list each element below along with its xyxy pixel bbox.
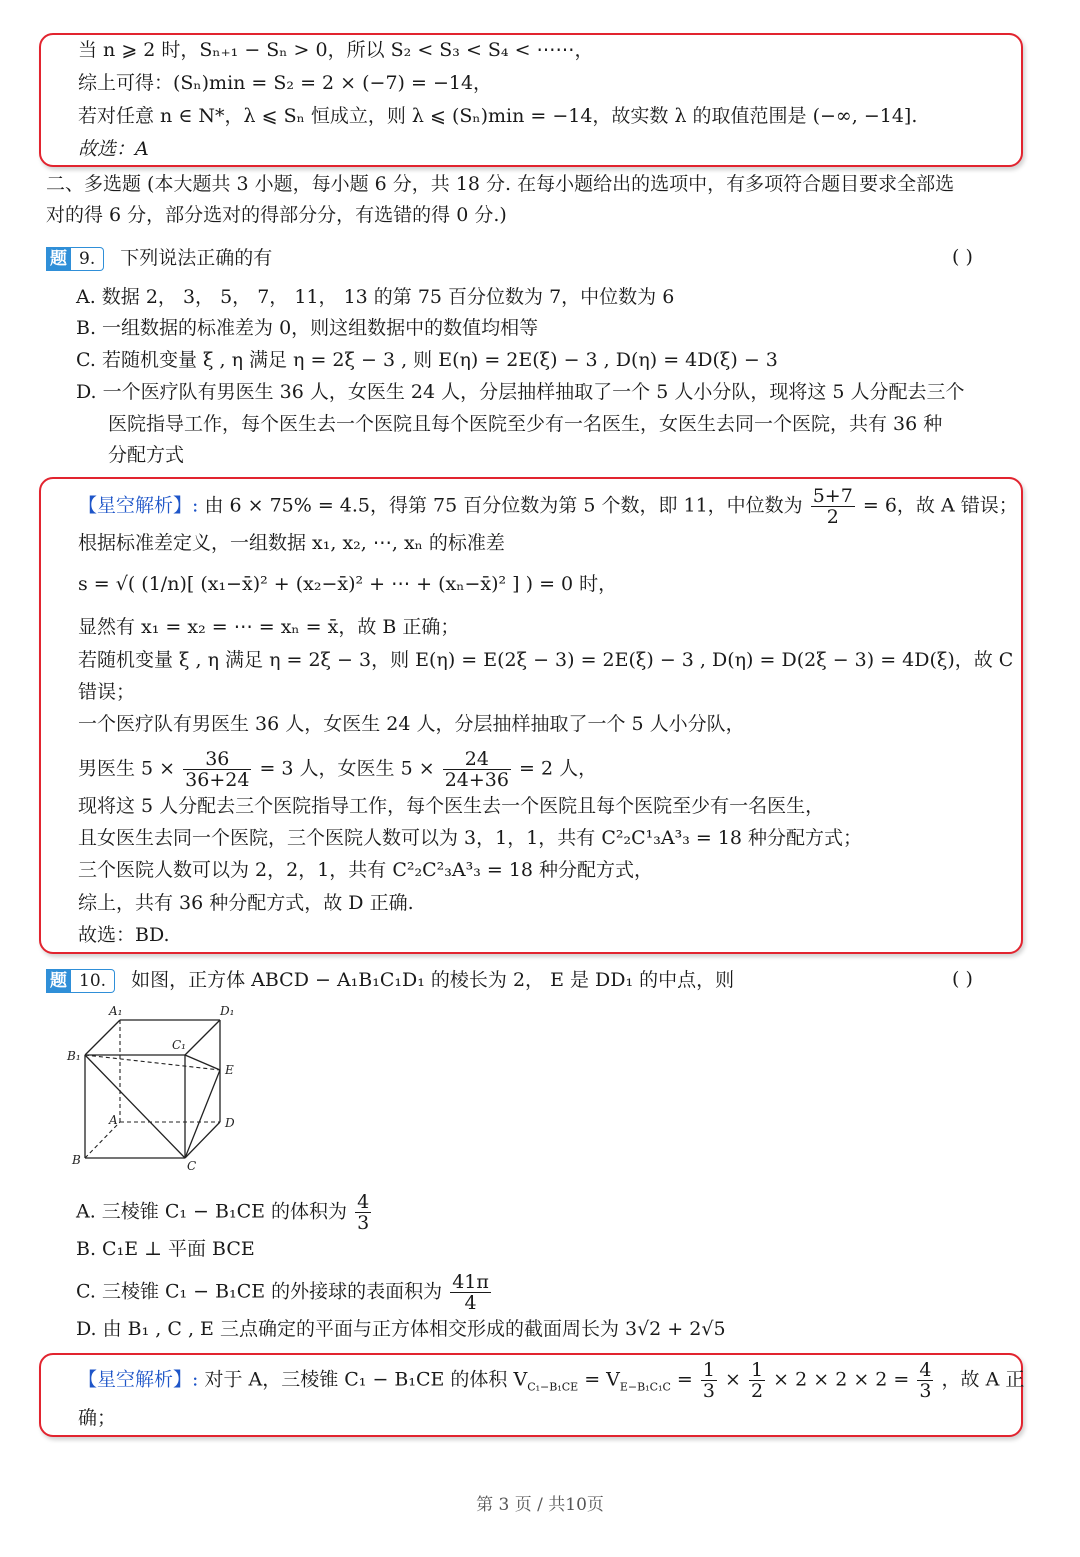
sol9-line-6: 错误； <box>78 681 136 703</box>
solution-label: 【星空解析】: <box>78 494 199 517</box>
q9-option-b: B. 一组数据的标准差为 0，则这组数据中的数值均相等 <box>76 317 539 339</box>
cube-figure <box>65 1000 255 1180</box>
question-10-stem: 如图，正方体 ABCD − A₁B₁C₁D₁ 的棱长为 2， E 是 DD₁ 的中点，则 <box>131 969 735 991</box>
sol10-line-2: 确； <box>78 1407 117 1429</box>
sol9-line-1 <box>78 486 1018 527</box>
q9-option-d-line3: 分配方式 <box>108 444 185 466</box>
q10-option-a-text: A. 三棱锥 C₁ − B₁CE 的体积为 <box>76 1200 348 1223</box>
question-number: 9. <box>71 247 104 271</box>
fraction: $\frac{24}{24+36}$ <box>444 748 509 791</box>
label-C1: C₁ <box>172 1038 186 1052</box>
fraction: $\frac{1}{3}$ <box>702 1359 715 1402</box>
sol9-line-13: 故选：BD. <box>78 924 170 946</box>
sol10-text: × <box>725 1368 741 1391</box>
sol10-text: ，故 A 正 <box>941 1368 1025 1391</box>
label-C: C <box>187 1159 197 1173</box>
sol9-line-8 <box>78 749 597 790</box>
fraction: $\frac{41\pi}{4}$ <box>452 1271 489 1314</box>
q9-option-d-line1: D. 一个医疗队有男医生 36 人，女医生 24 人，分层抽样抽取了一个 5 人小分队，现将这 5 人分配去三个 <box>76 381 965 403</box>
sol9-text: 男医生 5 × <box>78 757 176 780</box>
fraction: $\frac{5+7}{2}$ <box>812 485 853 528</box>
fraction: $\frac{4}{3}$ <box>919 1359 932 1402</box>
section-heading-line-2: 对的得 6 分，部分选对的得部分分，有选错的得 0 分.) <box>46 204 507 226</box>
sol9-line-3: s = √( (1/n)[ (x₁−x̄)² + (x₂−x̄)² + ⋯ + (xₙ−x̄)² ] ) = 0 时， <box>78 573 618 595</box>
q10-option-a <box>76 1192 373 1233</box>
label-A1: A₁ <box>109 1004 123 1018</box>
question-10-header <box>46 966 734 994</box>
q9-option-c: C. 若随机变量 ξ , η 满足 η = 2ξ − 3 , 则 E(η) = 2E(ξ) − 3 , D(η) = 4D(ξ) − 3 <box>76 349 778 371</box>
answer-paren: ( ) <box>952 246 973 268</box>
fraction: $\frac{36}{36+24}$ <box>185 748 250 791</box>
sol10-text: = <box>670 1368 693 1391</box>
page-footer: 第 3 页 / 共10页 <box>476 1495 604 1515</box>
question-9-stem: 下列说法正确的有 <box>120 247 273 269</box>
label-B: B <box>72 1153 81 1167</box>
sol9-line-2: 根据标准差定义，一组数据 x₁, x₂, ⋯, xₙ 的标准差 <box>78 532 505 554</box>
sol9-line-10: 且女医生去同一个医院，三个医院人数可以为 3，1，1，共有 C²₂C¹₃A³₃ = 18 种分配方式； <box>78 827 863 849</box>
label-A: A <box>109 1113 118 1127</box>
solution-label: 【星空解析】: <box>78 1368 199 1391</box>
label-D: D <box>225 1116 235 1130</box>
box1-line-2: 综上可得：(Sₙ)min = S₂ = 2 × (−7) = −14， <box>78 72 493 94</box>
sol9-line-5: 若随机变量 ξ , η 满足 η = 2ξ − 3，则 E(η) = E(2ξ − 3) = 2E(ξ) − 3 , D(η) = D(2ξ − 3) = 4D(ξ)，故 C <box>78 649 1014 671</box>
sol9-line-12: 综上，共有 36 种分配方式，故 D 正确. <box>78 892 414 914</box>
sol10-text: × 2 × 2 × 2 = <box>773 1368 910 1391</box>
q9-option-d-line2: 医院指导工作，每个医生去一个医院且每个医院至少有一名医生，女医生去同一个医院，共有 36 种 <box>108 413 943 435</box>
q10-option-d: D. 由 B₁ , C , E 三点确定的平面与正方体相交形成的截面周长为 3√2 + 2√5 <box>76 1318 726 1340</box>
sol9-line-9: 现将这 5 人分配去三个医院指导工作，每个医生去一个医院且每个医院至少有一名医生， <box>78 795 825 817</box>
q10-option-b: B. C₁E ⊥ 平面 BCE <box>76 1238 255 1260</box>
question-number: 10. <box>71 969 115 993</box>
sol9-text: = 2 人， <box>519 757 598 780</box>
sol10-line-1 <box>78 1360 1024 1401</box>
sol10-text: 对于 A，三棱锥 C₁ − B₁CE 的体积 V <box>198 1368 528 1391</box>
sol9-text: 由 6 × 75% = 4.5，得第 75 百分位数为第 5 个数，即 11，中位数为 <box>198 494 803 517</box>
sol9-line-4: 显然有 x₁ = x₂ = ⋯ = xₙ = x̄，故 B 正确； <box>78 616 460 638</box>
box1-line-4: 故选：A <box>78 138 149 160</box>
box1-line-1: 当 n ⩾ 2 时，Sₙ₊₁ − Sₙ > 0，所以 S₂ < S₃ < S₄ < ⋯⋯， <box>78 39 594 61</box>
subscript: C₁−B₁CE <box>527 1380 579 1394</box>
subscript: E−B₁C₁C <box>619 1380 671 1394</box>
question-tag: 题 <box>46 969 71 993</box>
label-D1: D₁ <box>220 1004 235 1018</box>
q10-option-c <box>76 1272 493 1313</box>
question-9-header <box>46 244 272 272</box>
label-B1: B₁ <box>67 1049 81 1063</box>
q9-option-a: A. 数据 2， 3， 5， 7， 11， 13 的第 75 百分位数为 7，中位数为 6 <box>76 286 675 308</box>
sol9-text: = 3 人，女医生 5 × <box>259 757 435 780</box>
sol10-text: = V <box>578 1368 620 1391</box>
section-heading-line-1: 二、多选题 (本大题共 3 小题，每小题 6 分，共 18 分. 在每小题给出的选项中，有多项符合题目要求全部选 <box>46 173 955 195</box>
answer-paren: ( ) <box>952 968 973 990</box>
label-E: E <box>225 1063 234 1077</box>
fraction: $\frac{4}{3}$ <box>357 1191 370 1234</box>
sol9-line-7: 一个医疗队有男医生 36 人，女医生 24 人，分层抽样抽取了一个 5 人小分队， <box>78 713 745 735</box>
question-tag: 题 <box>46 247 71 271</box>
sol9-text: = 6，故 A 错误； <box>862 494 1018 517</box>
fraction: $\frac{1}{2}$ <box>751 1359 764 1402</box>
sol9-line-11: 三个医院人数可以为 2，2，1，共有 C²₂C²₃A³₃ = 18 种分配方式， <box>78 859 654 881</box>
q10-option-c-text: C. 三棱锥 C₁ − B₁CE 的外接球的表面积为 <box>76 1280 443 1303</box>
box1-line-3: 若对任意 n ∈ N*，λ ⩽ Sₙ 恒成立，则 λ ⩽ (Sₙ)min = −14，故实数 λ 的取值范围是 (−∞, −14]. <box>78 105 918 127</box>
